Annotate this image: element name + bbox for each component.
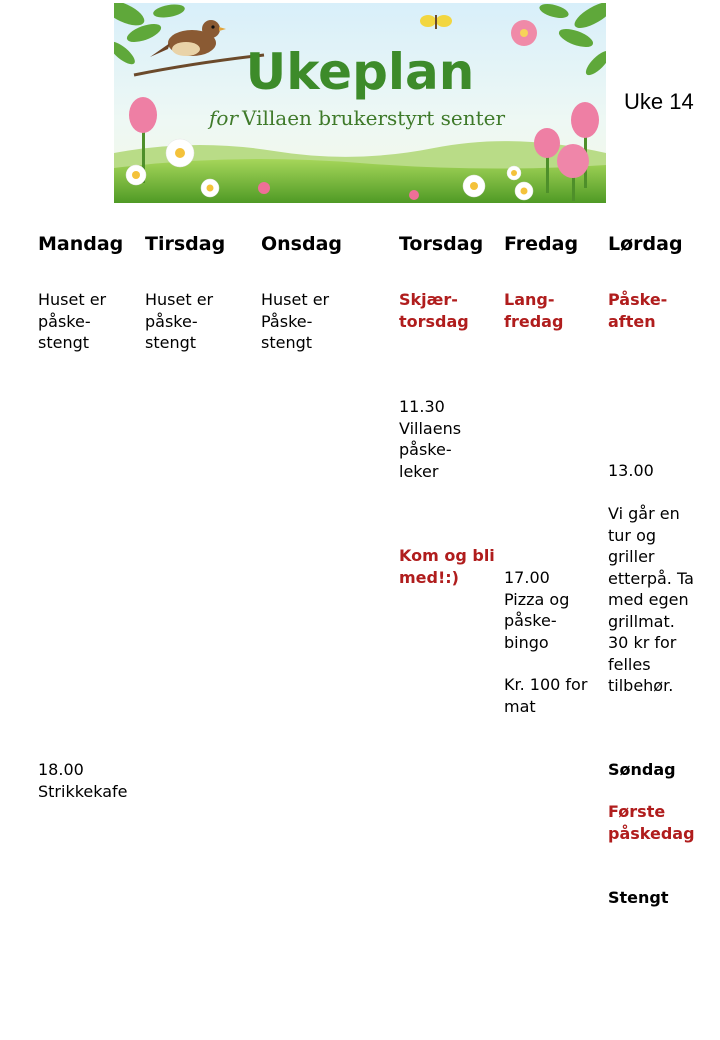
week-label: Uke 14 — [624, 89, 694, 114]
banner-subtitle-for: for — [209, 106, 239, 130]
day-header-tirsdag: Tirsdag — [145, 233, 226, 255]
torsdag-event: 11.30 Villaens påske- leker — [399, 397, 462, 481]
mandag-evening-event: 18.00 Strikkekafe — [38, 760, 128, 801]
header-banner — [114, 3, 606, 203]
sondag-status: Stengt — [608, 888, 669, 907]
sondag-header: Søndag — [608, 760, 676, 779]
fredag-price: Kr. 100 for mat — [504, 675, 588, 716]
torsdag-invite: Kom og bli med!:) — [399, 546, 495, 587]
day-header-mandag: Mandag — [38, 233, 124, 255]
mandag-closed-text: Huset er påske- stengt — [38, 290, 107, 352]
flower-icon — [511, 20, 537, 46]
day-header-fredag: Fredag — [504, 233, 579, 255]
spring-meadow-illustration — [114, 3, 606, 203]
tirsdag-closed-text: Huset er påske- stengt — [145, 290, 214, 352]
banner-title: Ukeplan — [245, 43, 475, 101]
day-header-torsdag: Torsdag — [399, 233, 484, 255]
lordag-holiday: Påske- aften — [608, 290, 668, 331]
day-header-lordag: Lørdag — [608, 233, 683, 255]
onsdag-closed-text: Huset er Påske- stengt — [261, 290, 330, 352]
sondag-holiday: Første påskedag — [608, 802, 695, 843]
lordag-description: Vi går en tur og griller etterpå. Ta med egen grillmat. 30 kr for felles tilbehør. — [608, 504, 694, 695]
fredag-event: 17.00 Pizza og påske- bingo — [504, 568, 570, 652]
torsdag-holiday: Skjær- torsdag — [399, 290, 469, 331]
day-header-onsdag: Onsdag — [261, 233, 343, 255]
lordag-time: 13.00 — [608, 461, 654, 480]
fredag-holiday: Lang- fredag — [504, 290, 564, 331]
banner-subtitle: Villaen brukerstyrt senter — [242, 106, 506, 130]
